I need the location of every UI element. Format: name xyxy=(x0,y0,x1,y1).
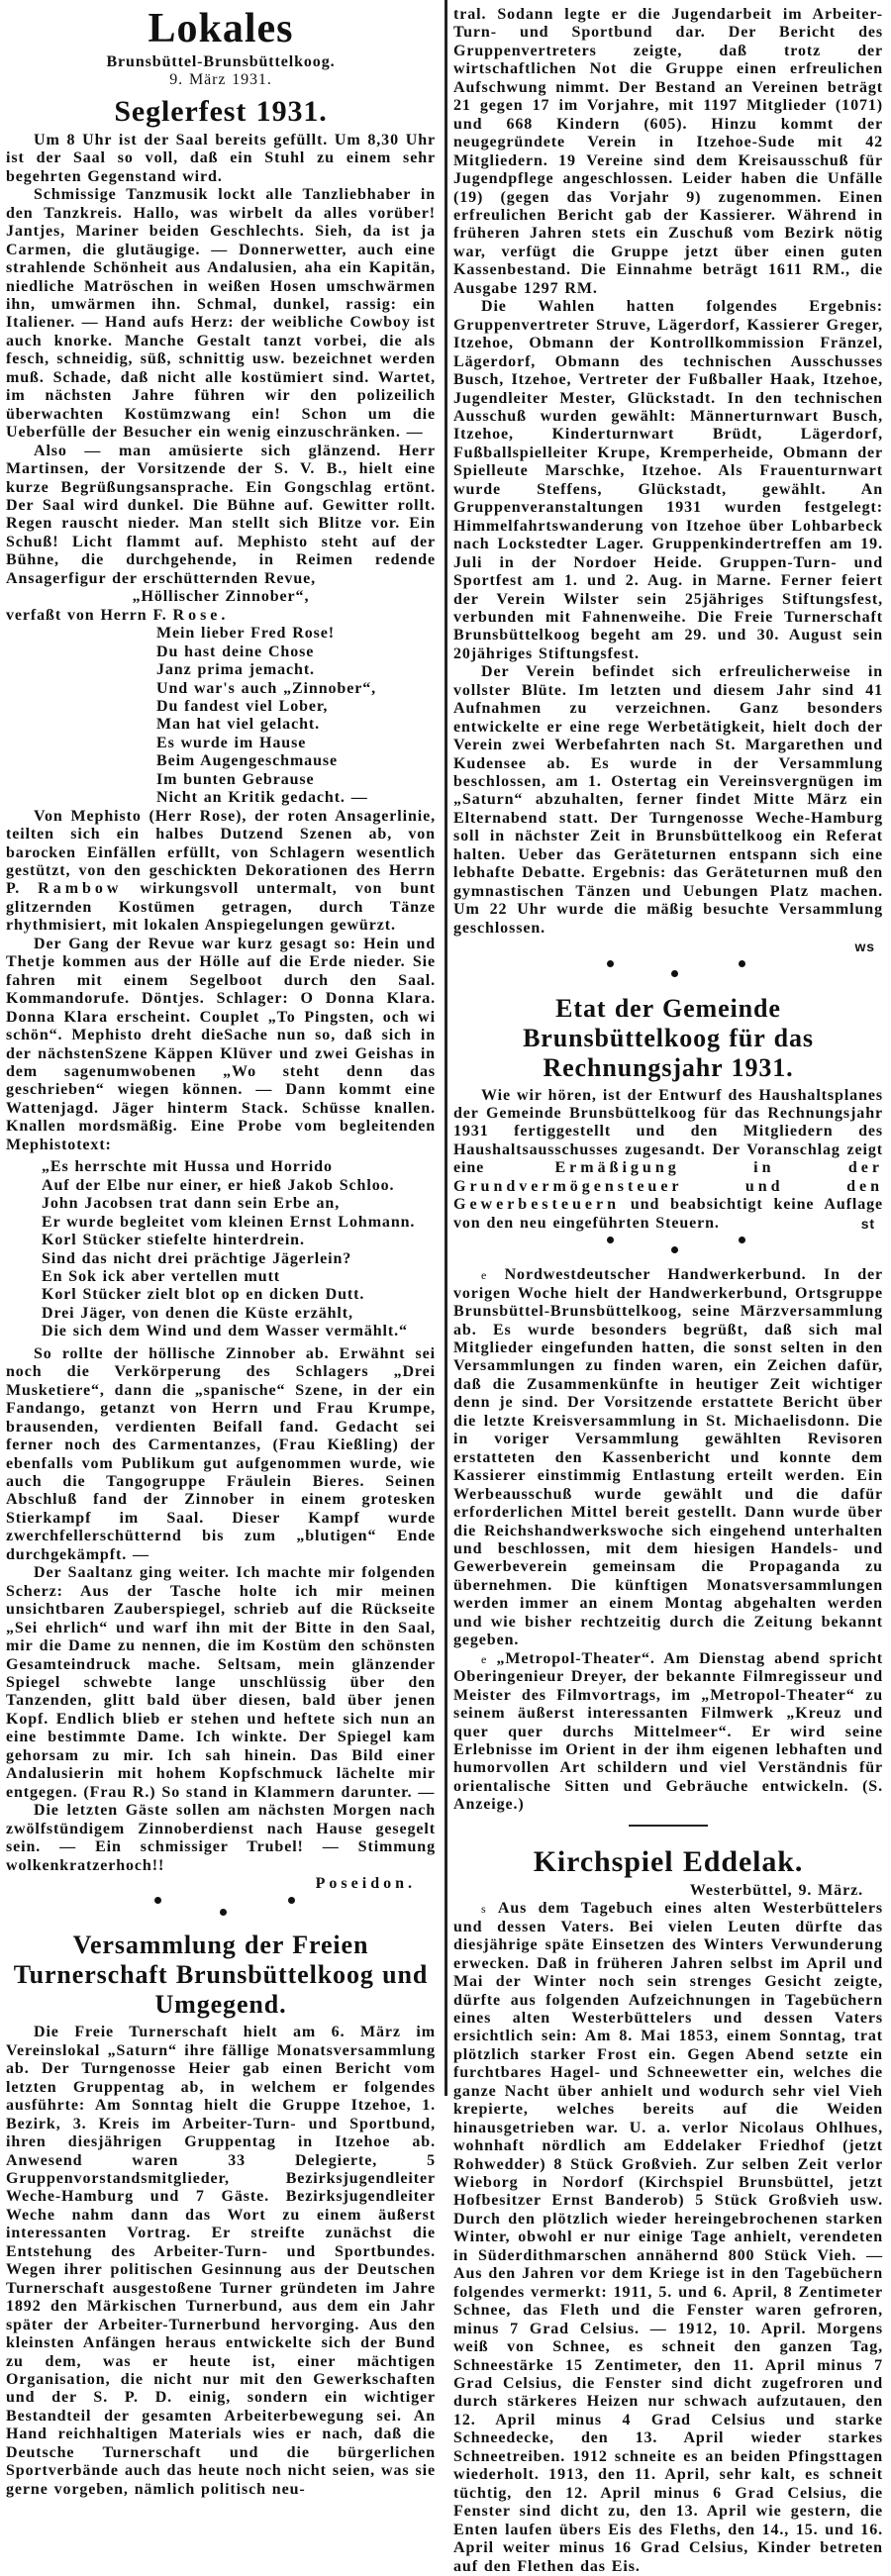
paragraph: Die Freie Turnerschaft hielt am 6. März im Vereinslokal „Saturn“ ihre fällige Monatsversammlung ab. Der Turngenosse Heier gab einen Bericht vom letzten Gruppentag ab, in welchem er folgendes ausführte: Am Sonntag hielt die Gruppe Itzehoe, 1. Bezirk, 3. Kreis im Arbeiter-Turn- und Sportbund, ihren diesjährigen Gruppentag in Itzehoe ab. Anwesend waren 33 Delegierte, 5 Gruppenvorstandsmitglieder, Bezirksjugendleiter Weche-Hamburg und 7 Gäste. Bezirksjugendleiter Weche nahm dann das Wort zu einem äußerst interessanten Vortrag. Er streifte zunächst die Entstehung des Arbeiter-Turn- und Sportbundes. Wegen ihrer politischen Gesinnung aus der Deutschen Turnerschaft ausgestoßene Turner gründeten im Jahre 1892 den Märkischen Turnerbund, aus dem ein Jahr später der Arbeiter-Turnerbund hervorging. Aus den kleinsten Anfängen heraus entwickelte sich der Bund zu dem, was er heute ist, einer mächtigen Organisation, die nicht nur mit den Gewerkschaften und der S. P. D. einig, sondern ein wichtiger Bestandteil der gesamten Arbeiterbewegung sei. An Hand reichhaltigen Materials wies er nach, daß die Deutsche Turnerschaft und die bürgerlichen Sportverbände auch das heute noch nicht seien, was sie gerne vorgeben, nämlich politisch neu- xyxy=(6,2024,436,2498)
text-emphasis: Ermäßigung in der Grundvermögensteuer und den Gewerbesteuern xyxy=(453,1159,884,1214)
dateline: Westerbüttel, 9. März. xyxy=(689,1881,863,1899)
name-rambow: Rambow xyxy=(38,880,123,898)
poem-line: Man hat viel gelacht. xyxy=(156,716,320,734)
poem-mephisto xyxy=(6,1158,436,1341)
poem-line: Und war's auch „Zinnober“, xyxy=(156,679,376,697)
signature-poseidon: Poseidon. xyxy=(315,1874,416,1892)
text: Am Dienstag abend spricht Oberingenieur Dreyer, der bekannte Filmregisseur und Meister des Filmvortrags, im „Metropol-Theater“ zu seinem äußerst interessanten Filmwerk „Kreuz und quer quer durchs Mittelmeer“. Er wird seine Erlebnisse im Orient in der ihm eigenen lebhaften und humorvollen Art schildern und viel Verständnis für orientalische Sitten und Gebräuche entwickeln. (S. Anzeige.) xyxy=(453,1649,883,1814)
section-title-eddelak: Kirchspiel Eddelak. xyxy=(533,1844,804,1878)
news-item-metropol xyxy=(453,1650,883,1815)
item-marker: e xyxy=(481,1268,488,1283)
article-title-etat: Etat der Gemeinde Brunsbüttelkoog für das Rechnungsjahr 1931. xyxy=(523,993,814,1082)
separator-stars xyxy=(453,1233,883,1266)
paragraph: tral. Sodann legte er die Jugendarbeit im Arbeiter-Turn- und Sportbund dar. Der Bericht des Gruppenvertreters zeigte, daß trotz der wirtschaftlichen Not die Gruppe einen erfreulichen Aufschwung nimmt. Der Bestand an Vereinen beträgt 21 gegen 17 im Vorjahre, mit 1197 Mitglieder (1071) und 668 Kindern (605). Hinzu kommt der neugegründete Verein in Itzehoe-Sude mit 42 Mitgliedern. 19 Vereine sind dem Kreisausschuß für Jugendpflege angeschlossen. Leider haben die Unfälle (19) (gegen das Vorjahr 9) zugenommen. Einen erfreulichen Bericht gab der Kassierer. Während in früheren Jahren stets ein Zuschuß vom Bezirk nötig war, verfügt die Gruppe jetzt über einen guten Kassenbestand. Die Einnahme beträgt 1611 RM., die Ausgabe 1297 RM. xyxy=(453,6,883,297)
item-marker: s xyxy=(481,1902,487,1917)
item-marker: e xyxy=(481,1651,488,1666)
paragraph xyxy=(453,1087,883,1234)
poem-line: Nicht an Kritik gedacht. — xyxy=(156,789,368,807)
author-line xyxy=(6,607,436,625)
item-lead: „Metropol-Theater“. xyxy=(496,1649,655,1667)
signature-ws: ws xyxy=(854,939,875,955)
poem-line: Du hast deine Chose xyxy=(156,643,315,660)
item-lead: Aus dem Tagebuch eines alten Westerbüttelers und dessen Vaters. xyxy=(453,1900,883,1935)
paragraph: Der Verein befindet sich erfreulicherweise in vollster Blüte. Im letzten und diesem Jahr sind 41 Aufnahmen zu verzeichnen. Ganz besonders entwickelte er eine rege Werbetätigkeit, hielt doch der Verein zwei Werbefahrten nach St. Margarethen und Kudensee ab. Es wurde in der Versammlung beschlossen, am 1. Ostertag ein Vereinsvergnügen im „Saturn“ abzuhalten, ferner findet Mitte März ein Elternabend statt. Der Turngenosse Weche-Hamburg soll in nächster Zeit in Brunsbüttelkoog ein Referat halten. Ueber das Geräteturnen entspann sich eine lebhafte Debatte. Ergebnis: das Geräteturnen muß den gymnastischen Tänzen und Uebungen Platz machen. Um 22 Uhr wurde die mäßig besuchte Versammlung geschlossen. xyxy=(453,663,883,937)
revue-title: „Höllischer Zinnober“, xyxy=(132,588,310,606)
right-column xyxy=(453,6,883,2576)
dateline-place: Brunsbüttel-Brunsbüttelkoog. xyxy=(106,53,336,70)
text: wirkungsvoll untermalt, von bunt glitzernden Kostümen getragen, durch Tänze rhythmisiert, mit lokalen Anspiegelungen gewürzt. xyxy=(6,880,436,935)
paragraph: Die letzten Gäste sollen am nächsten Morgen nach zwölfstündigem Zinnoberdienst nach Hause gesegelt sein. — Ein schmissiger Trubel! — Stimmung wolkenkratzerhoch!! xyxy=(6,1802,436,1874)
paragraph: So rollte der höllische Zinnober ab. Erwähnt sei noch die Verkörperung des Schlagers „Drei Musketiere“, dann die „spanische“ Szene, in der ein Fandango, getanzt von Herrn und Frau Krumpe, brausenden, verdienten Beifall fand. Gedacht sei ferner noch des Carmentanzes, (Frau Kießling) der ebenfalls vom Publikum gut aufgenommen wurde, wie auch die Tangogruppe Fräulein Bieres. Seinen Abschluß fand der Zinnober in einem grotesken Stierkampf im Saal. Dieser Kampf wurde zwerchfellerschütternd bis zum „blutigen“ Ende durchgekämpft. — xyxy=(6,1344,436,1563)
poem-line: Du fandest viel Lober, xyxy=(156,697,329,715)
article-title-turnerschaft: Versammlung der Freien Turnerschaft Brunsbüttelkoog und Umgegend. xyxy=(13,1931,429,2020)
article-title-seglerfest: Seglerfest 1931. xyxy=(114,94,328,128)
left-column xyxy=(6,0,436,2499)
paragraph: Um 8 Uhr ist der Saal bereits gefüllt. Um 8,30 Uhr ist der Saal so voll, daß ein Stuhl zu einem sehr begehrten Gegenstand wird. xyxy=(6,131,436,185)
text: Wie wir hören, ist der Entwurf des Haushaltsplanes der Gemeinde Brunsbüttelkoog für das Rechnungsjahr 1931 fertiggestellt und den Mitgliedern des Haushaltsausschusses zugesandt. Der Voranschlag zeigt eine xyxy=(453,1086,883,1177)
paragraph: Also — man amüsierte sich glänzend. Herr Martinsen, der Vorsitzende der S. V. B., hielt eine kurze Begrüßungsansprache. Ein Gongschlag ertönt. Der Saal wird dunkel. Die Bühne auf. Gewitter rollt. Regen rauscht nieder. Man stellt sich Blitze vor. Ein Schuß! Licht flammt auf. Mephisto steht auf der Bühne, die durchgehende, in Reimen redende Ansagerfigur der erschütternden Revue, xyxy=(6,442,436,587)
section-title-lokales: Lokales xyxy=(148,6,294,51)
poem-line: John Jacobsen trat dann sein Erbe an, xyxy=(42,1195,341,1213)
paragraph: Der Gang der Revue war kurz gesagt so: Hein und Thetje kommen aus der Hölle auf die Erde nieder. Sie fahren mit einem Segelboot durch den Saal. Kommandorufe. Döntjes. Schlager: O Donna Klara. Donna Klara erscheint. Couplet „To Pingsten, och wi schön“. Mephisto dreht dieSache nun so, daß sich in der nächstenSzene Käppen Klüver und zwei Geishas in dem sagenumwobenen „Wo steht denn das geschrieben“ wiegen können. — Dann kommt eine Wattenjagd. Jäger hinterm Stack. Schüsse knallen. Knallen mordsmäßig. Eine Probe vom begleitenden Mephistotext: xyxy=(6,935,436,1153)
author-prefix: verfaßt von Herrn F. xyxy=(6,606,167,624)
poem-line: Drei Jäger, von denen die Küste erzählt, xyxy=(42,1304,353,1322)
poem-fred-rose xyxy=(6,625,436,808)
dateline-date: 9. März 1931. xyxy=(169,71,272,89)
poem-line: Janz prima jemacht. xyxy=(156,661,315,679)
column-rule xyxy=(445,0,447,2096)
poem-line: Auf der Elbe nur einer, er hieß Jakob Schloo. xyxy=(42,1176,395,1194)
poem-line: Korl Stücker zielt blot op en dicken Dutt. xyxy=(42,1286,365,1304)
poem-line: Es wurde im Hause xyxy=(156,734,307,751)
poem-line: Im bunten Gebrause xyxy=(156,770,315,788)
news-item-tagebuch xyxy=(453,1900,883,2576)
paragraph: Die Wahlen hatten folgendes Ergebnis: Gruppenvertreter Struve, Lägerdorf, Kassierer Greger, Itzehoe, Obmann der Kontrollkommission Fränzel, Lägerdorf, Obmann des technischen Ausschusses Busch, Itzehoe, Vertreter der Fußballer Haak, Itzehoe, Jugendleiter Mester, Glückstadt. In den technischen Ausschuß wurden gewählt: Männerturnwart Busch, Itzehoe, Kinderturnwart Brüdt, Lägerdorf, Fußballspielleiter Krupe, Kremperheide, Obmann der Spielleute Marschke, Itzehoe. Als Frauenturnwart wurde Steffens, Glückstadt, gewählt. An Gruppenveranstaltungen 1931 wurden festgelegt: Himmelfahrtswanderung von Itzehoe über Lohbarbeck nach Lockstedter Lager. Gruppenkindertreffen am 19. Juli in der Nordoer Heide. Gruppen-Turn- und Sportfest am 1. und 2. Aug. in Marne. Ferner feiert der Verein Wilster sein 25jähriges Stiftungsfest, verbunden mit Fahnenweihe. Die Freie Turnerschaft Brunsbüttelkoog begeht am 29. und 30. August sein 20jähriges Stiftungsfest. xyxy=(453,298,883,662)
author-name: Rose. xyxy=(172,606,230,624)
text: Von Mephisto (Herr Rose), der roten Ansagerlinie, teilten sich ein halbes Dutzend Szenen ab, von barocken Einfällen erfüllt, von Schlagern wesentlich gestützt, von den geschickten Dekorationen des Herrn P. xyxy=(6,807,436,898)
item-lead: Nordwestdeutscher Handwerkerbund. xyxy=(504,1266,807,1284)
poem-line: Die sich dem Wind und dem Wasser vermählt.“ xyxy=(42,1323,408,1340)
paragraph: Der Saaltanz ging weiter. Ich machte mir folgenden Scherz: Aus der Tasche holte ich mir meinen unsichtbaren Zauberspiegel, schrieb auf die Rückseite „Sei ehrlich“ und warf ihn mit der Bitte in den Saal, mir die Dame zu nennen, die im Kostüm den schönsten Gesamteindruck mache. Seltsam, mein glänzender Spiegel schwebte lange unschlüssig über den Tanzenden, glitt bald über diesen, bald über jenen Kopf. Endlich blieb er stehen und heftete sich nun an eine bestimmte Dame. Ich winkte. Der Spiegel kam gehorsam zu mir. Ich sah hinein. Das Bild einer Andalusierin mit hohem Kopfschmuck lächelte mir entgegen. (Frau R.) So stand in Klammern darunter. — xyxy=(6,1564,436,1801)
news-item-handwerkerbund xyxy=(453,1266,883,1650)
separator-dots xyxy=(6,1893,436,1927)
text: In der vorigen Woche hielt der Handwerkerbund, Ortsgruppe Brunsbüttel-Brunsbüttelkoog, seine Märzversammlung ab. Es wurde besonders begrüßt, daß sich mal Mitglieder eingefunden hatten, die sonst selten in den Versammlungen zu finden waren, ein Zeichen dafür, daß die Zusammenkünfte in heutiger Zeit wichtiger denn je sind. Der Vorsitzende erstattete Bericht über die letzte Kreisversammlung in St. Michaelisdonn. Die in voriger Versammlung gewählten Revisoren erstatteten den Kassenbericht und konnte dem Kassierer einstimmig Entlastung erteilt werden. Ein Werbeausschuß wurde gewählt und die dafür erforderlichen Mittel bereit gestellt. Dann wurde über die Reichshandwerkswoche sich eingehend unterhalten und beschlossen, mit dem hiesigen Handels- und Gewerbeverein gemeinsam die Propaganda zu übernehmen. Die künftigen Monatsversammlungen werden immer an einem Montag abgehalten werden und wie bisher rechtzeitig durch die Zeitung bekannt gegeben. xyxy=(453,1266,884,1649)
separator-dots xyxy=(453,956,883,990)
signature-st: st xyxy=(860,1215,875,1232)
poem-line: Beim Augengeschmause xyxy=(156,752,338,770)
poem-line: Korl Stücker stiefelte hinterdrein. xyxy=(42,1232,305,1249)
divider xyxy=(629,1825,708,1827)
paragraph xyxy=(6,808,436,936)
poem-line: Er wurde begleitet vom kleinen Ernst Lohmann. xyxy=(42,1213,416,1231)
paragraph: Schmissige Tanzmusik lockt alle Tanzliebhaber in den Tanzkreis. Hallo, was wirbelt da alles vorüber! Jantjes, Mariner beiden Geschlechts. Sieh, da ist ja Carmen, die glutäugige. — Donnerwetter, auch eine strahlende Schönheit aus Andalusien, aha ein Kapitän, niedliche Matröschen in weißen Hosen umschwärmen ihn, umwärmen ihn. Schmal, dunkel, rassig: ein Italiener. — Hand aufs Herz: der weibliche Cowboy ist auch knorke. Manche Gestalt tanzt vorbei, die als fesch, schneidig, süß, schnittig usw. bezeichnet werden muß. Schade, daß nicht alle kostümiert sind. Wartet, im nächsten Jahre führen wir den polizeilich überwachten Kostümzwang ein! Schon um die Ueberfülle der Besucher ein wenig einzuschränken. — xyxy=(6,186,436,442)
text: und beabsichtigt keine Auflage von den neu eingeführten Steuern. xyxy=(453,1196,883,1232)
poem-line: „Es herrschte mit Hussa und Horrido xyxy=(42,1158,333,1176)
text: Bei vielen Leuten dürfte das diesjährige späte Einsetzen des Winters Verwunderung erwecken. Daß in früheren Jahren selbst im April und Mai der Winter noch sein strenges Gesicht zeigte, dürfte aus folgenden Aufzeichnungen in Tagebüchern eines alten Westerbüttelers und dessen Vaters ersichtlich sein: Am 8. Mai 1853, einem Sonntag, trat plötzlich starker Frost ein. Gegen Abend setzte ein furchtbares Hagel- und Schneewetter ein, welches die ganze Nacht über anhielt und wodurch sehr viel Vieh krepierte, welches bereits auf die Weiden hinausgetrieben war. U. a. verlor Nicolaus Ohlhues, wohnhaft nördlich am Eddelaker Friedhof (jetzt Rohwedder) 8 Stück Großvieh. Zur selben Zeit verlor Wieborg in Nordorf (Kirchspiel Brunsbüttel, jetzt Hofbesitzer Ernst Banderob) 5 Stück Großvieh usw. Durch den plötzlich wieder hereingebrochenen starken Winter, obwohl er nur einige Tage anhielt, verendeten in Süderdithmarschen annähernd 800 Stück Vieh. — Aus den Jahren vor dem Kriege ist in den Tagebüchern folgendes vermerkt: 1911, 5. und 6. April, 8 Zentimeter Schnee, das Fleth und die Fenster waren gefroren, minus 7 Grad Celsius. — 1912, 10. April. Morgens weiß von Schnee, es schneit den ganzen Tag, Schneestärke 15 Zentimeter, den 11. April minus 7 Grad Celsius, die Fenster sind dicht zugefroren und durch stärkeres Heizen nur schwach aufzutauen, den 12. April minus 4 Grad Celsius und starke Schneedecke, den 13. April wieder starkes Schneetreiben. 1912 schneite es an beiden Pfingsttagen wiederholt. 1913, den 11. April, sehr kalt, es schneit tüchtig, den 12. April minus 6 Grad Celsius, die Fenster sind dicht zu, den 13. April wie gestern, die Enten laufen übers Eis des Fleths, den 14., 15. und 16. April weiter minus 16 Grad Celsius, Kinder betreten auf den Flethen das Eis. xyxy=(453,1918,884,2575)
poem-line: Sind das nicht drei prächtige Jägerlein? xyxy=(42,1249,352,1267)
poem-line: En Sok ick aber vertellen mutt xyxy=(42,1268,281,1285)
poem-line: Mein lieber Fred Rose! xyxy=(156,625,335,643)
